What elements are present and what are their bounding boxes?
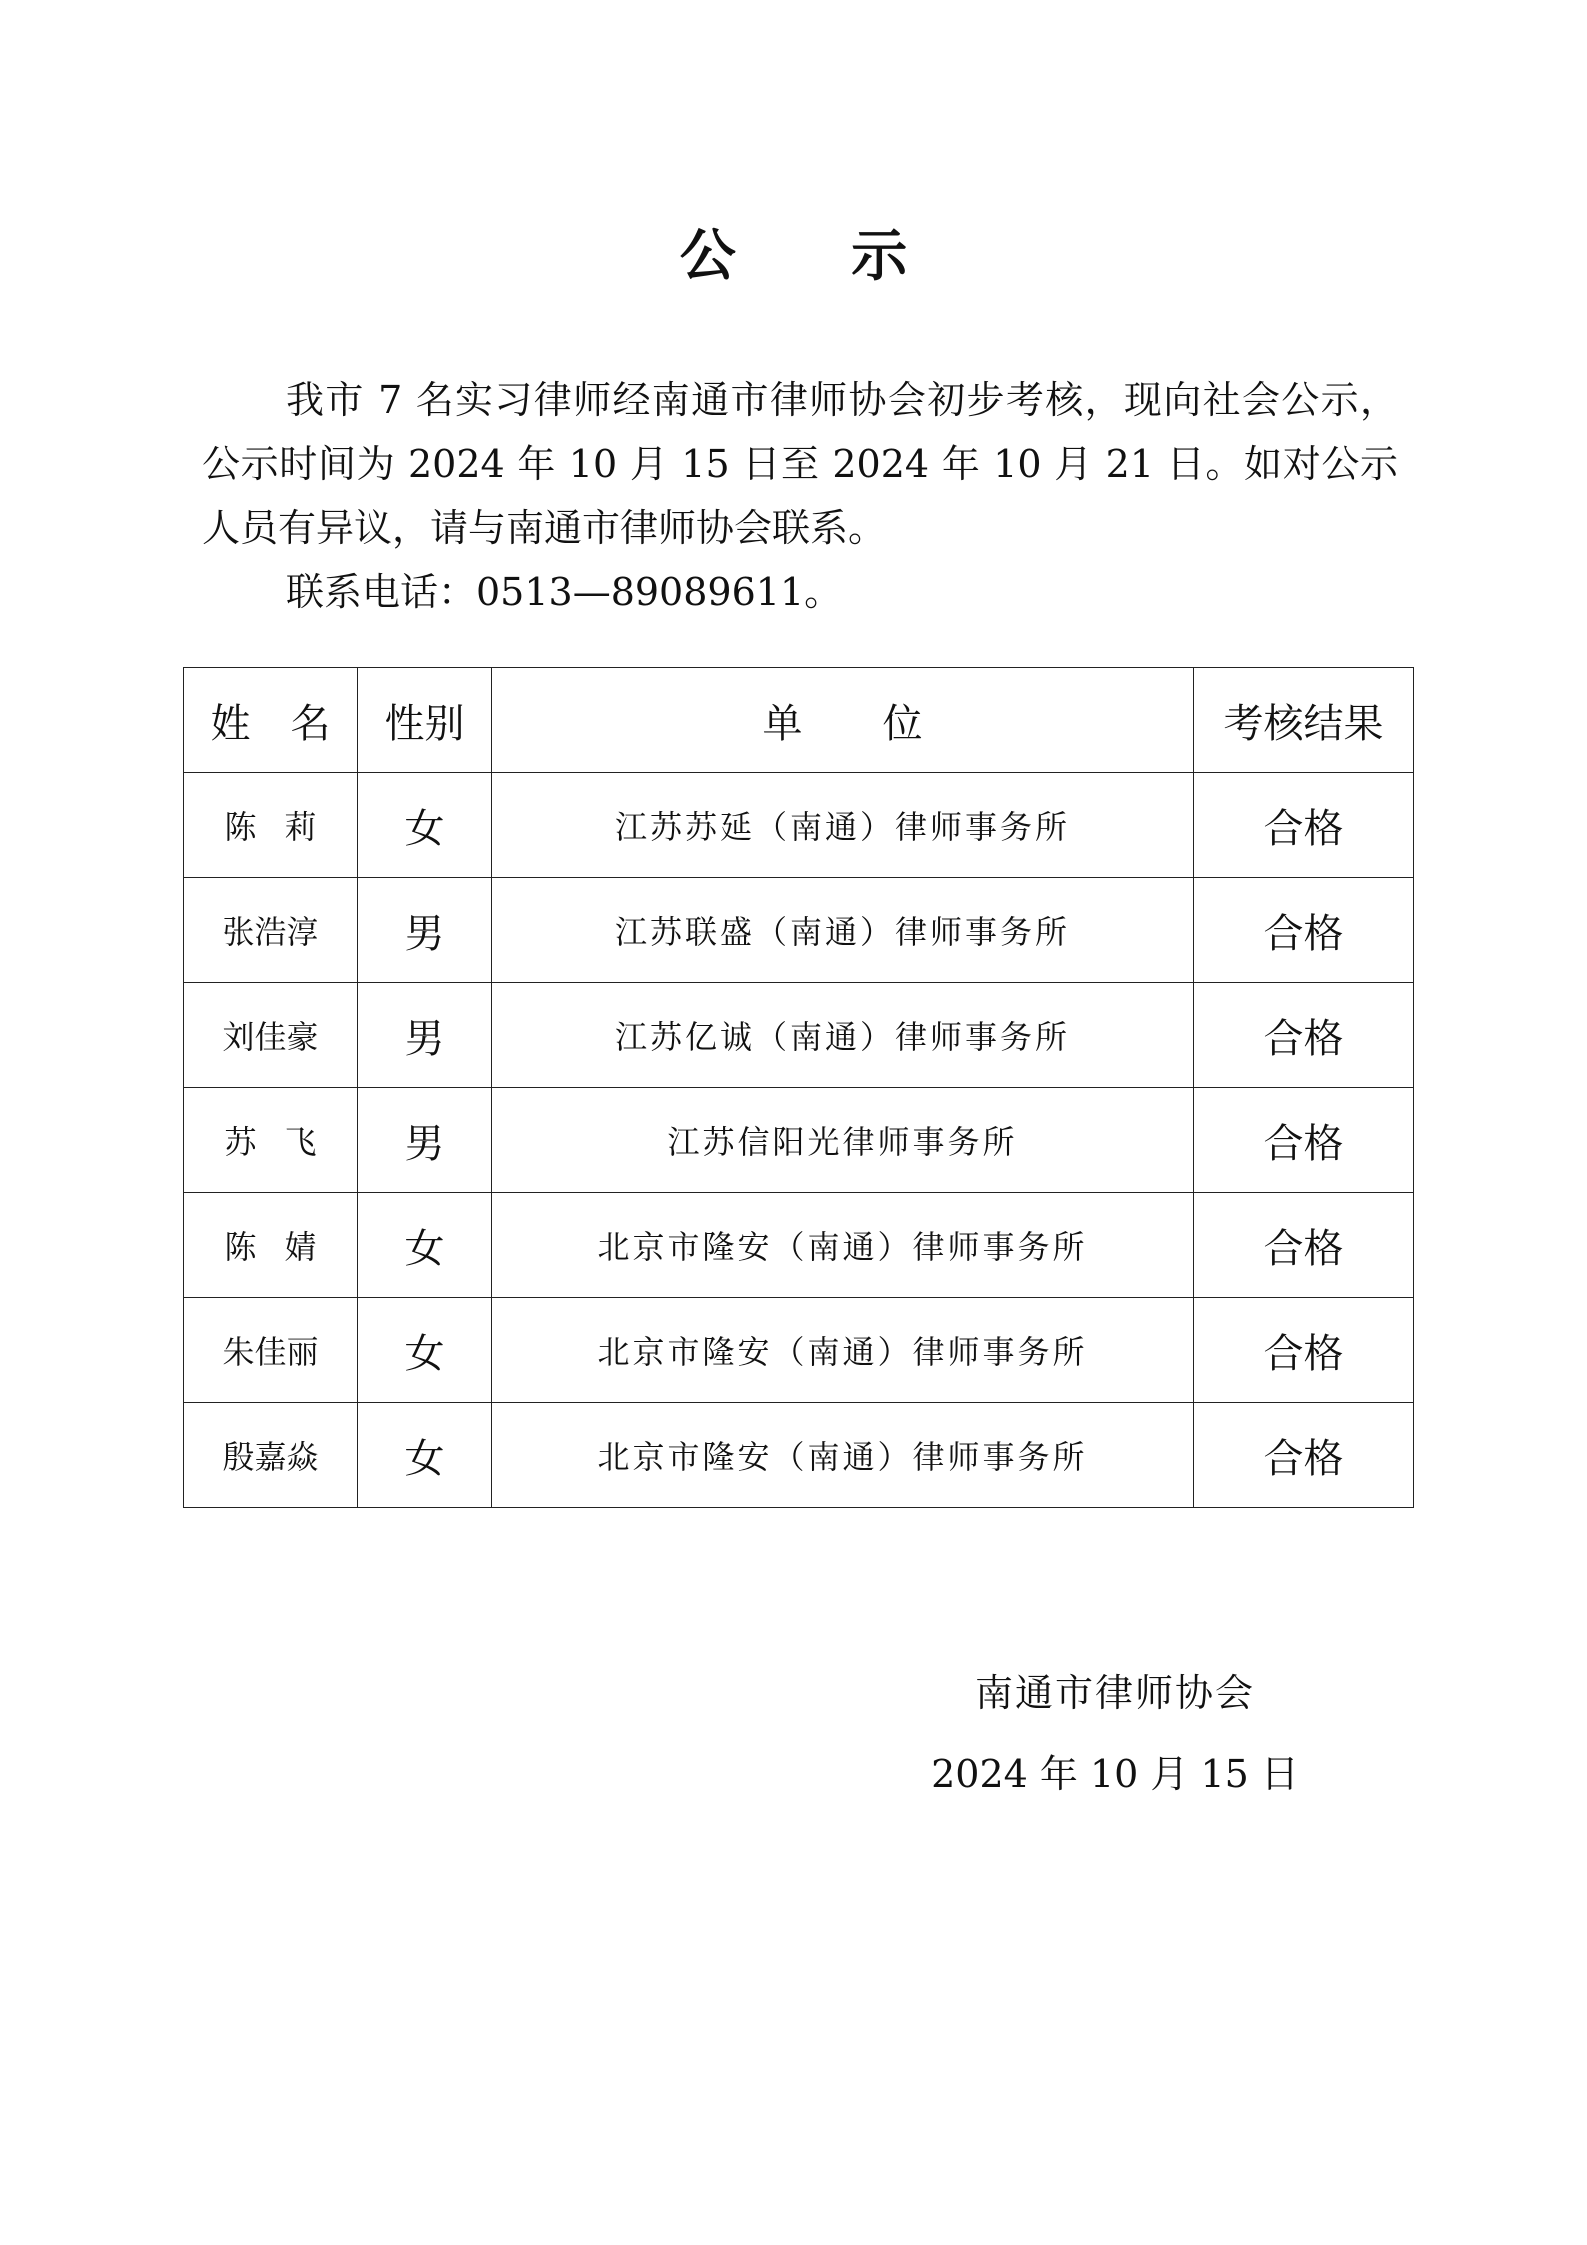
header-name: 姓 名 xyxy=(184,668,358,773)
cell-result: 合格 xyxy=(1194,983,1414,1088)
cell-gender: 女 xyxy=(358,1193,492,1298)
cell-unit: 北京市隆安（南通）律师事务所 xyxy=(492,1298,1194,1403)
table-row xyxy=(184,1088,1414,1193)
cell-name: 陈婧 xyxy=(184,1193,358,1298)
cell-gender: 男 xyxy=(358,878,492,983)
notice-body xyxy=(202,368,1398,624)
cell-name: 刘佳豪 xyxy=(184,983,358,1088)
cell-gender: 女 xyxy=(358,1298,492,1403)
table-row xyxy=(184,1403,1414,1508)
cell-gender: 女 xyxy=(358,773,492,878)
cell-name: 朱佳丽 xyxy=(184,1298,358,1403)
document-title: 公 示 xyxy=(679,224,956,289)
cell-result: 合格 xyxy=(1194,1403,1414,1508)
cell-unit: 江苏信阳光律师事务所 xyxy=(492,1088,1194,1193)
table-row xyxy=(184,1298,1414,1403)
cell-result: 合格 xyxy=(1194,1193,1414,1298)
cell-name: 张浩淳 xyxy=(184,878,358,983)
cell-gender: 男 xyxy=(358,983,492,1088)
cell-name: 苏飞 xyxy=(184,1088,358,1193)
cell-unit: 江苏苏延（南通）律师事务所 xyxy=(492,773,1194,878)
cell-unit: 北京市隆安（南通）律师事务所 xyxy=(492,1193,1194,1298)
cell-result: 合格 xyxy=(1194,1298,1414,1403)
cell-unit: 江苏联盛（南通）律师事务所 xyxy=(492,878,1194,983)
header-unit: 单 位 xyxy=(492,668,1194,773)
table-row xyxy=(184,983,1414,1088)
notice-paragraph: 我市 7 名实习律师经南通市律师协会初步考核，现向社会公示，公示时间为 2024 年 10 月 15 日至 2024 年 10 月 21 日。如对公示人员有异议，请与南通市律师协会联系。 xyxy=(202,378,1398,550)
cell-unit: 北京市隆安（南通）律师事务所 xyxy=(492,1403,1194,1508)
table-row xyxy=(184,773,1414,878)
signing-date: 2024 年 10 月 15 日 xyxy=(931,1752,1299,1796)
header-result: 考核结果 xyxy=(1194,668,1414,773)
header-gender: 性别 xyxy=(358,668,492,773)
table-header-row xyxy=(184,668,1414,773)
signing-organization: 南通市律师协会 xyxy=(974,1671,1255,1715)
contact-line: 联系电话：0513—89089611。 xyxy=(286,570,843,614)
cell-gender: 男 xyxy=(358,1088,492,1193)
cell-name: 陈莉 xyxy=(184,773,358,878)
cell-result: 合格 xyxy=(1194,878,1414,983)
cell-gender: 女 xyxy=(358,1403,492,1508)
cell-result: 合格 xyxy=(1194,773,1414,878)
cell-result: 合格 xyxy=(1194,1088,1414,1193)
trainee-table xyxy=(183,667,1414,1508)
cell-unit: 江苏亿诚（南通）律师事务所 xyxy=(492,983,1194,1088)
table-row xyxy=(184,878,1414,983)
table-row xyxy=(184,1193,1414,1298)
cell-name: 殷嘉焱 xyxy=(184,1403,358,1508)
